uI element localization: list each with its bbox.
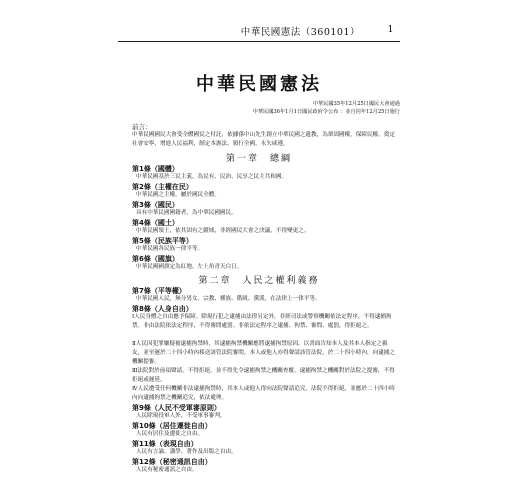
article-6-heading: 第6條（國旗） xyxy=(132,255,179,263)
promulgation-note: 中華民國36年1月1日國民政府令公布 ：並自同年12月25日施行 xyxy=(252,109,400,115)
header-divider xyxy=(118,41,400,42)
preamble-text: 中華民國國民大會受全體國民之付託，依據孫中山先生創立中華民國之遺教，為鞏固國權，保障民權，奠定社會安寧，增進人民福利，制定本憲法，頒行全國，永矢咸遵。 xyxy=(132,132,395,147)
chapter-1-title: 第一章 總綱 xyxy=(225,154,292,164)
article-1-text: 中華民國基於三民主義，為民有、民治、民享之民主共和國。 xyxy=(136,174,288,180)
article-7-text: 中華民國人民，無分男女、宗教、種族、階級、黨派，在法律上一律平等。 xyxy=(136,296,321,302)
article-9-text: 人民除現役軍人外，不受軍事審判。 xyxy=(136,413,226,419)
article-11-text: 人民有言論、講學、著作及出版之自由。 xyxy=(136,449,237,455)
article-4-text: 中華民國領土，依其固有之疆域，非經國民大會之決議，不得變更之。 xyxy=(136,228,310,234)
article-12-text: 人民有秘密通訊之自由。 xyxy=(136,467,198,473)
enactment-note: 中華民國35年12月25日國民大會通過 xyxy=(312,101,400,107)
running-header-title: 中華民國憲法（360101） xyxy=(240,27,360,38)
article-7-heading: 第7條（平等權） xyxy=(132,287,186,295)
article-10-text: 人民有居住及遷徙之自由。 xyxy=(136,431,204,437)
document-page xyxy=(118,14,400,486)
article-3-heading: 第3條（國民） xyxy=(132,201,179,209)
article-8-clause-4: Ⅳ人民遭受任何機關非法逮捕拘禁時，其本人或他人得向法院聲請追究，法院不得拒絕，並應於二十四小時內向逮捕拘禁之機關追究，依法處理。 xyxy=(132,386,395,401)
article-8-clause-1: Ⅰ人民身體之自由應予保障。除現行犯之逮捕由法律另定外，非經司法或警察機關依法定程序，不得逮捕拘禁。非由法院依法定程序，不得審問處罰。非依法定程序之逮捕、拘禁、審問、處罰，得拒絕之。 xyxy=(132,314,392,329)
article-1-heading: 第1條（國體） xyxy=(132,165,179,173)
chapter-2-title: 第二章 人民之權利義務 xyxy=(198,276,320,286)
article-10-heading: 第10條（居住遷徙自由） xyxy=(132,422,212,430)
page-number: 1 xyxy=(387,24,394,35)
article-5-heading: 第5條（民族平等） xyxy=(132,237,193,245)
article-5-text: 中華民國各民族一律平等。 xyxy=(136,246,204,252)
article-6-text: 中華民國國旗定為紅地，左上角青天白日。 xyxy=(136,264,243,270)
article-12-heading: 第12條（秘密通訊自由） xyxy=(132,458,212,466)
article-2-heading: 第2條（主權在民） xyxy=(132,183,193,191)
article-8-heading: 第8條（人身自由） xyxy=(132,305,193,313)
article-8-clause-2: Ⅱ人民因犯罪嫌疑被逮捕拘禁時，其逮捕拘禁機關應將逮捕拘禁原因，以書面告知本人及其本人指定之親友，並至遲於二十四小時內移送該管法院審問。本人或他人亦得聲請該管法院，於二十四小時內，向逮捕之機關提審。 xyxy=(132,341,395,365)
running-header xyxy=(118,24,400,40)
article-3-text: 具有中華民國國籍者，為中華民國國民。 xyxy=(136,210,237,216)
article-8-clause-3: Ⅲ法院對於前項聲請，不得拒絕，並不得先令逮捕拘禁之機關查覆。逮捕拘禁之機關對於法院之提審，不得拒絕或遲延。 xyxy=(132,368,395,383)
article-9-heading: 第9條（人民不受軍審原則） xyxy=(132,404,221,412)
preamble-label: 前言： xyxy=(132,123,152,131)
article-2-text: 中華民國之主權，屬於國民全體。 xyxy=(136,192,220,198)
page-title: 中華民國憲法 xyxy=(196,74,322,95)
article-4-heading: 第4條（國土） xyxy=(132,219,179,227)
article-11-heading: 第11條（表現自由） xyxy=(132,440,198,448)
